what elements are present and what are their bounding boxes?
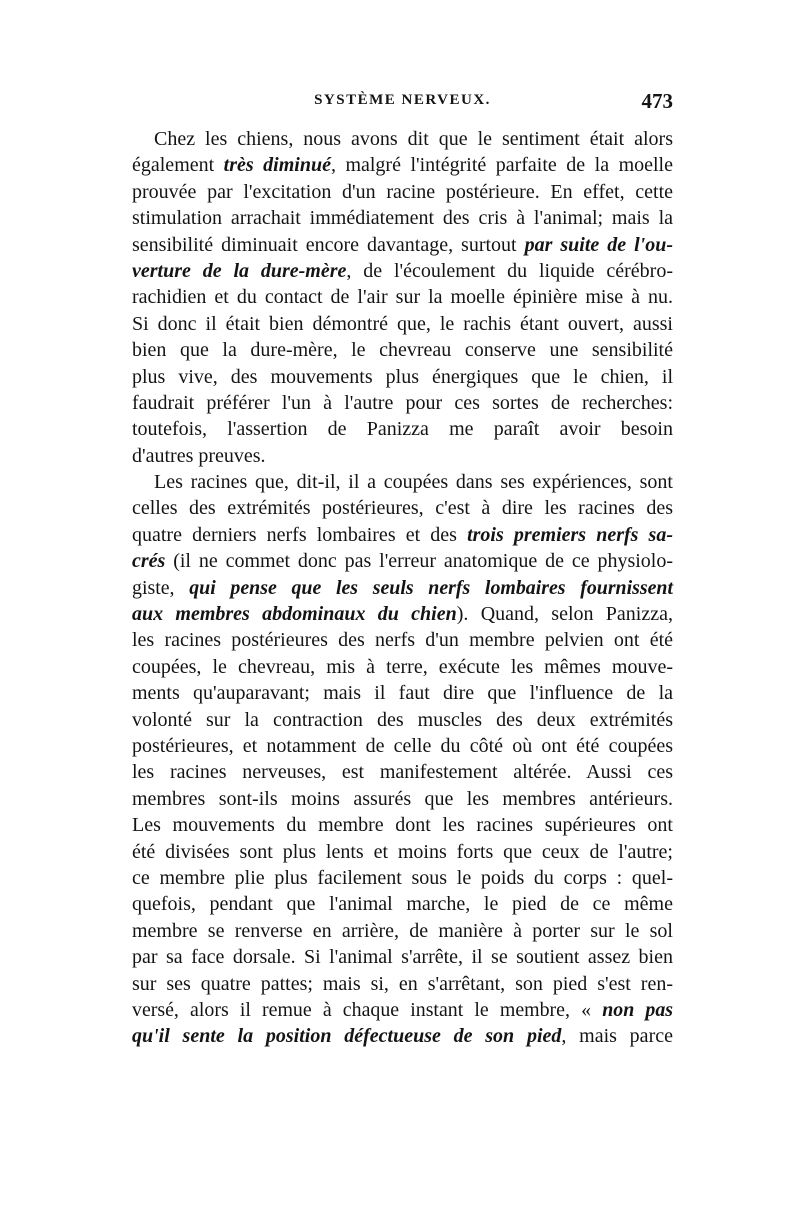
text-run: sur ses quatre pattes; mais si, en s'arrêtant, son pied s'est ren- <box>132 972 673 995</box>
text-run: plus vive, des mouvements plus énergiques que le chien, il <box>132 365 673 388</box>
text-run: versé, alors il remue à chaque instant le membre, « <box>132 998 603 1021</box>
text-line <box>132 601 673 627</box>
text-run: rachidien et du contact de l'air sur la moelle épinière mise à nu. <box>132 286 673 309</box>
text-run: , malgré l'intégrité parfaite de la moelle <box>330 154 673 177</box>
text-line <box>132 337 673 363</box>
text-run: quatre derniers nerfs lombaires et des <box>132 523 468 546</box>
text-line <box>132 891 673 917</box>
italic-text: aux membres abdominaux du chien <box>132 603 457 626</box>
text-run: volonté sur la contraction des muscles des deux extrémités <box>132 708 673 731</box>
text-run: ). Quand, selon Panizza, <box>456 603 673 626</box>
text-run: celles des extrémités postérieures, c'est à dire les racines des <box>132 497 673 520</box>
text-line <box>132 575 673 601</box>
text-line <box>132 971 673 997</box>
body-text <box>132 126 673 1050</box>
italic-text: qu'il sente la position défectueuse de son pied <box>132 1025 562 1048</box>
text-line <box>132 865 673 891</box>
italic-text: crés <box>132 550 166 573</box>
text-run: les racines postérieures des nerfs d'un membre pelvien ont été <box>132 629 673 652</box>
text-run: les racines nerveuses, est manifestement altérée. Aussi ces <box>132 761 673 784</box>
italic-text: non pas <box>602 998 674 1021</box>
text-run: membres sont-ils moins assurés que les membres antérieurs. <box>132 787 673 810</box>
text-run: postérieures, et notamment de celle du côté où ont été coupées <box>132 734 673 757</box>
text-line <box>132 918 673 944</box>
italic-text: par suite de l'ou- <box>524 233 673 256</box>
text-line <box>132 284 673 310</box>
text-line <box>132 759 673 785</box>
italic-text: verture de la dure-mère <box>132 259 347 282</box>
running-head <box>132 89 673 120</box>
text-run: d'autres preuves. <box>132 444 266 467</box>
text-line <box>132 152 673 178</box>
text-line <box>132 944 673 970</box>
text-run: été divisées sont plus lents et moins forts que ceux de l'autre; <box>132 840 673 863</box>
text-run: , de l'écoulement du liquide cérébro- <box>346 259 673 282</box>
text-run: également <box>132 154 224 177</box>
italic-text: très diminué <box>223 154 331 177</box>
text-run: sensibilité diminuait encore davantage, surtout <box>132 233 525 256</box>
text-run: faudrait préférer l'un à l'autre pour ces sortes de recherches: <box>132 391 673 414</box>
text-run: membre se renverse en arrière, de manière à porter sur le sol <box>132 919 673 942</box>
text-line <box>132 839 673 865</box>
text-line <box>132 311 673 337</box>
text-line <box>132 469 673 495</box>
text-run: toutefois, l'assertion de Panizza me paraît avoir besoin <box>132 418 673 441</box>
text-line <box>132 680 673 706</box>
text-run: stimulation arrachait immédiatement des cris à l'animal; mais la <box>132 207 673 230</box>
text-run: ments qu'auparavant; mais il faut dire que l'influence de la <box>132 682 673 705</box>
text-run: giste, <box>132 576 190 599</box>
text-line <box>132 126 673 152</box>
text-run: , mais parce <box>561 1025 673 1048</box>
text-line <box>132 654 673 680</box>
text-line <box>132 416 673 442</box>
text-line <box>132 786 673 812</box>
running-title: SYSTÈME NERVEUX. <box>314 92 491 108</box>
text-run: quefois, pendant que l'animal marche, le pied de ce même <box>132 893 673 916</box>
text-run: Si donc il était bien démontré que, le rachis étant ouvert, aussi <box>132 312 673 335</box>
text-run: Les racines que, dit-il, il a coupées dans ses expériences, sont <box>154 471 673 494</box>
text-line <box>132 258 673 284</box>
text-run: prouvée par l'excitation d'un racine postérieure. En effet, cette <box>132 180 673 203</box>
text-line <box>132 997 673 1023</box>
text-run: Les mouvements du membre dont les racines supérieures ont <box>132 814 673 837</box>
text-run: coupées, le chevreau, mis à terre, exécute les mêmes mouve- <box>132 655 673 678</box>
text-run: bien que la dure-mère, le chevreau conserve une sensibilité <box>132 339 673 362</box>
text-run: Chez les chiens, nous avons dit que le sentiment était alors <box>154 128 673 150</box>
text-line <box>132 232 673 258</box>
text-line <box>132 364 673 390</box>
text-line <box>132 733 673 759</box>
text-line <box>132 812 673 838</box>
text-run: ce membre plie plus facilement sous le poids du corps : quel- <box>132 866 673 889</box>
text-line <box>132 205 673 231</box>
text-line <box>132 1023 673 1049</box>
text-line <box>132 495 673 521</box>
text-line <box>132 179 673 205</box>
text-line <box>132 548 673 574</box>
text-line <box>132 443 673 469</box>
italic-text: trois premiers nerfs sa- <box>467 523 673 546</box>
text-line <box>132 707 673 733</box>
text-run: par sa face dorsale. Si l'animal s'arrête, il se soutient assez bien <box>132 946 673 969</box>
page-number: 473 <box>641 89 673 113</box>
text-line <box>132 390 673 416</box>
text-line <box>132 522 673 548</box>
text-line <box>132 627 673 653</box>
italic-text: qui pense que les seuls nerfs lombaires fournissent <box>189 576 673 599</box>
text-run: (il ne commet donc pas l'erreur anatomique de ce physiolo- <box>165 550 673 573</box>
